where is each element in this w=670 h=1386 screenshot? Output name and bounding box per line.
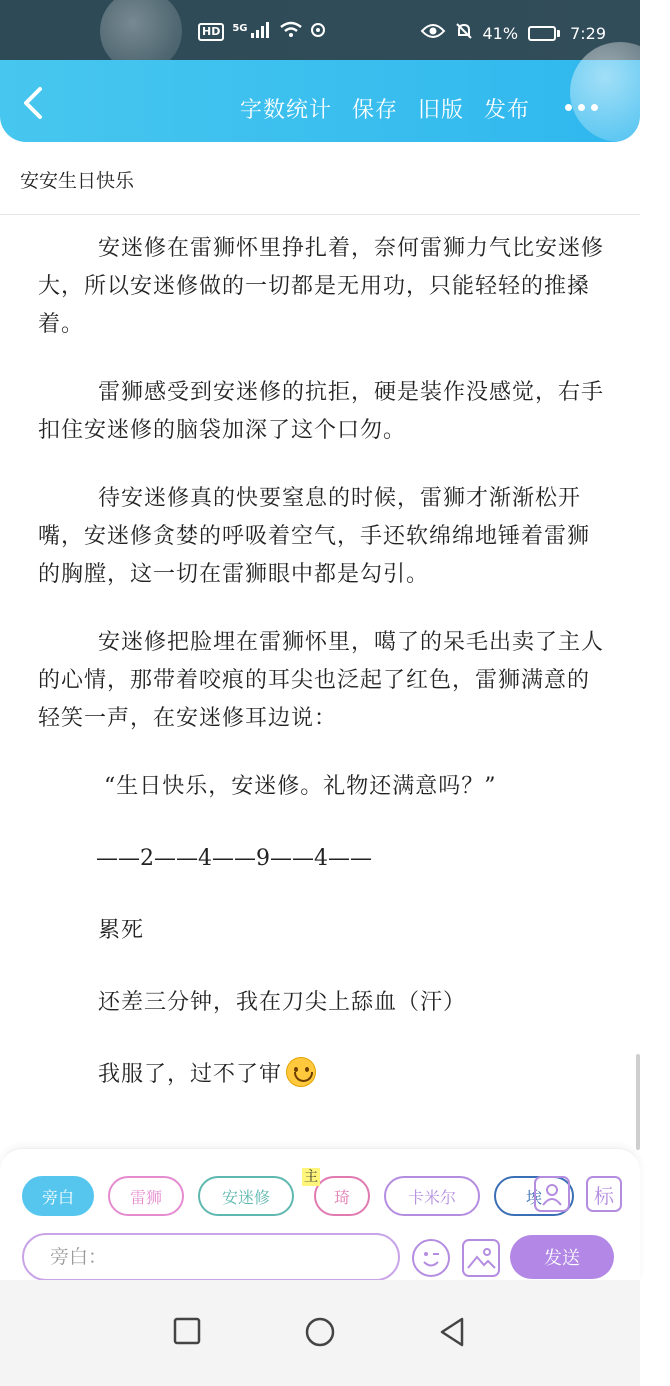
person-icon — [541, 1182, 563, 1206]
chat-panel — [0, 1148, 640, 1280]
role-chip-label: 安迷修 — [221, 1187, 270, 1207]
hotspot-icon — [310, 22, 326, 42]
role-chip[interactable] — [384, 1176, 480, 1216]
separator-line: ——2——4——9——4—— — [96, 846, 372, 871]
role-chip[interactable] — [304, 1169, 370, 1216]
note-line — [38, 1056, 606, 1094]
note-line: 累死 — [98, 918, 145, 943]
role-chip[interactable] — [108, 1176, 184, 1216]
paragraph: 安迷修把脸埋在雷狮怀里，噶了的呆毛出卖了主人的心情，那带着咬痕的耳尖也泛起了红色，雷狮满意的轻笑一声，在安迷修耳边说： — [38, 630, 605, 731]
role-chip[interactable] — [198, 1176, 294, 1216]
protagonist-tag: 主 — [304, 1169, 318, 1185]
paragraph: 待安迷修真的快要窒息的时候，雷狮才渐渐松开嘴，安迷修贪婪的呼吸着空气，手还软绵绵地锤着雷狮的胸膛，这一切在雷狮眼中都是勾引。 — [38, 486, 591, 587]
mark-button[interactable] — [586, 1176, 622, 1212]
header-actions — [240, 93, 530, 124]
battery-icon — [528, 26, 560, 41]
image-icon — [464, 1241, 498, 1275]
hd-badge: HD — [198, 23, 224, 41]
role-chip-label: 雷狮 — [129, 1187, 162, 1207]
image-button[interactable] — [462, 1239, 500, 1277]
square-icon — [172, 1316, 202, 1346]
role-chip-label: 旁白 — [41, 1187, 74, 1207]
wifi-icon — [280, 22, 302, 42]
note-line: 还差三分钟，我在刀尖上舔血（汗） — [98, 990, 467, 1015]
system-back-button[interactable] — [438, 1316, 466, 1352]
paragraph: 安迷修在雷狮怀里挣扎着，奈何雷狮力气比安迷修大，所以安迷修做的一切都是无用功，只能轻轻的推搡着。 — [38, 236, 605, 337]
signal-icon — [250, 22, 272, 42]
scrollbar-thumb[interactable] — [636, 1054, 640, 1150]
old-version-button[interactable]: 旧版 — [417, 98, 464, 123]
role-chip-label: 卡米尔 — [407, 1187, 456, 1207]
more-menu-button[interactable] — [565, 104, 598, 111]
role-chip[interactable] — [22, 1176, 94, 1216]
wink-face-icon — [414, 1241, 448, 1275]
status-bar — [0, 0, 640, 60]
back-button[interactable] — [22, 86, 52, 126]
role-chip-label: 琦 — [333, 1187, 350, 1207]
message-input-box[interactable] — [22, 1233, 400, 1281]
profile-button[interactable] — [534, 1176, 570, 1212]
role-chip-list[interactable] — [22, 1169, 542, 1220]
role-chip-label: 埃 — [525, 1187, 542, 1207]
eye-icon — [421, 23, 445, 43]
clock: 7:29 — [570, 23, 606, 43]
message-input[interactable] — [50, 1246, 398, 1268]
document-body[interactable] — [38, 230, 606, 1128]
emoji-button[interactable] — [412, 1239, 450, 1277]
note-text: 我服了，过不了审 — [98, 1062, 283, 1087]
title-divider — [0, 214, 640, 215]
battery-percent: 41% — [482, 23, 519, 43]
publish-button[interactable]: 发布 — [483, 98, 530, 123]
document-title[interactable]: 安安生日快乐 — [20, 170, 135, 192]
quote-line: “生日快乐，安迷修。礼物还满意吗？” — [104, 774, 497, 799]
save-button[interactable]: 保存 — [351, 98, 398, 123]
status-left — [198, 22, 326, 42]
more-dots-icon — [565, 104, 572, 111]
status-right — [421, 22, 607, 44]
word-count-button[interactable]: 字数统计 — [239, 98, 332, 123]
chevron-left-icon — [22, 86, 44, 120]
send-button[interactable] — [510, 1235, 614, 1279]
app-header — [0, 60, 640, 142]
paragraph: 雷狮感受到安迷修的抗拒，硬是装作没感觉，右手扣住安迷修的脑袋加深了这个口勿。 — [38, 380, 605, 443]
send-label: 发送 — [544, 1248, 580, 1269]
circle-icon — [304, 1316, 336, 1348]
recent-apps-button[interactable] — [172, 1316, 202, 1350]
system-nav-bar — [0, 1280, 640, 1386]
mark-label: 标 — [594, 1183, 614, 1208]
smile-emoji-icon — [286, 1057, 316, 1087]
network-type: 5G — [232, 22, 248, 34]
bell-off-icon — [455, 22, 473, 44]
decorative-bubble — [570, 42, 670, 142]
home-button[interactable] — [304, 1316, 336, 1352]
triangle-back-icon — [438, 1316, 466, 1348]
